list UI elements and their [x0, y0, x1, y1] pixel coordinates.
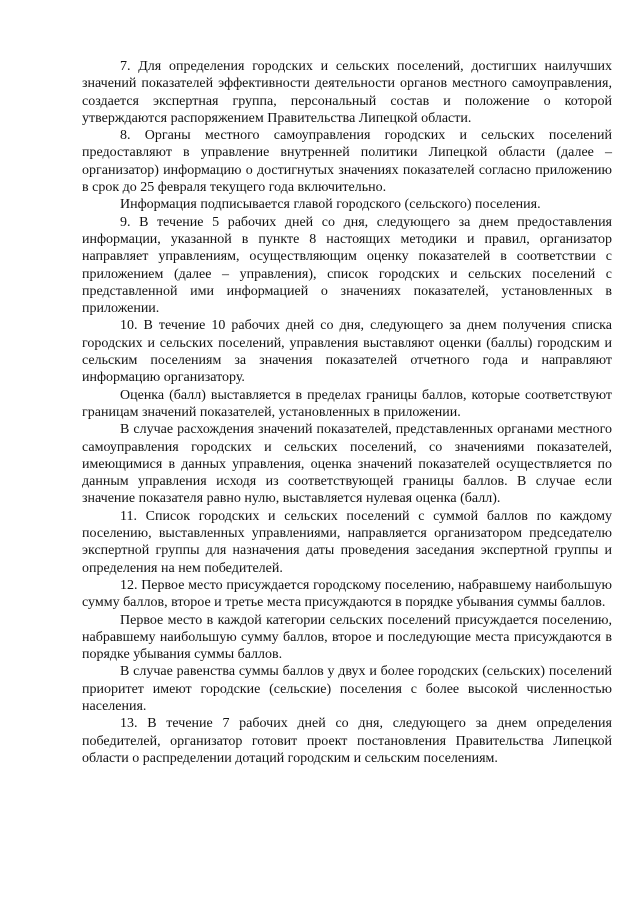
paragraph-13: 13. В течение 7 рабочих дней со дня, следующего за днем определения победителей, организатор готовит проект постановления Правительства Липецкой области о распределении дотаций городским и сельским поселениям.: [82, 716, 612, 766]
paragraph-11: 11. Список городских и сельских поселений с суммой баллов по каждому поселению, выставленных управлениями, направляется организатором председателю экспертной группы для назначения даты проведения заседания экспертной группы и определения на нем победителей.: [82, 508, 612, 576]
paragraph-7: 7. Для определения городских и сельских поселений, достигших наилучших значений показателей эффективности деятельности органов местного самоуправления, создается экспертная группа, персональный состав и положение о которой утверждаются распоряжением Правительства Липецкой области.: [82, 59, 612, 126]
paragraph-10-score-range: Оценка (балл) выставляется в пределах границы баллов, которые соответствуют границам значений показателей, установленных в приложении.: [82, 387, 612, 420]
paragraph-8: 8. Органы местного самоуправления городских и сельских поселений предоставляют в управление внутренней политики Липецкой области (далее – организатор) информацию о достигнутых значениях показателей согласно приложению в срок до 25 февраля текущего года включительно.: [82, 128, 612, 196]
paragraph-8-signature-note: Информация подписывается главой городского (сельского) поселения.: [120, 197, 541, 213]
paragraph-12: 12. Первое место присуждается городскому поселению, набравшему наибольшую сумму баллов, второе и третье места присуждаются в порядке убывания суммы баллов.: [82, 577, 612, 611]
paragraph-9: 9. В течение 5 рабочих дней со дня, следующего за днем предоставления информации, указанной в пункте 8 настоящих методики и правил, организатор направляет управлениям, осуществляющим оценку показателей в соответствии с приложением (далее – управления), список городских и сельских поселений с представленной ими информацией о значениях показателей, установленных в приложении.: [82, 214, 612, 317]
paragraph-10: 10. В течение 10 рабочих дней со дня, следующего за днем получения списка городских и сельских поселений, управления выставляют оценки (баллы) городским и сельским поселениям за значения показателей отчетного года и направляют информацию организатору.: [82, 318, 612, 386]
paragraph-10-discrepancy: В случае расхождения значений показателей, представленных органами местного самоуправления городских и сельских поселений, со значениями показателей, имеющимися в данных управления, оценка значений показателей осуществляется по данным управления исходя из соответствующей границы баллов. В случае если значение показателя равно нулю, выставляется нулевая оценка (балл).: [82, 422, 612, 507]
paragraph-12-tie-rule: В случае равенства суммы баллов у двух и более городских (сельских) поселений приоритет имеют городские (сельские) поселения с более высокой численностью населения.: [82, 664, 612, 714]
paragraph-12-rural: Первое место в каждой категории сельских поселений присуждается поселению, набравшему наибольшую сумму баллов, второе и последующие места присуждаются в порядке убывания суммы баллов.: [82, 612, 612, 663]
